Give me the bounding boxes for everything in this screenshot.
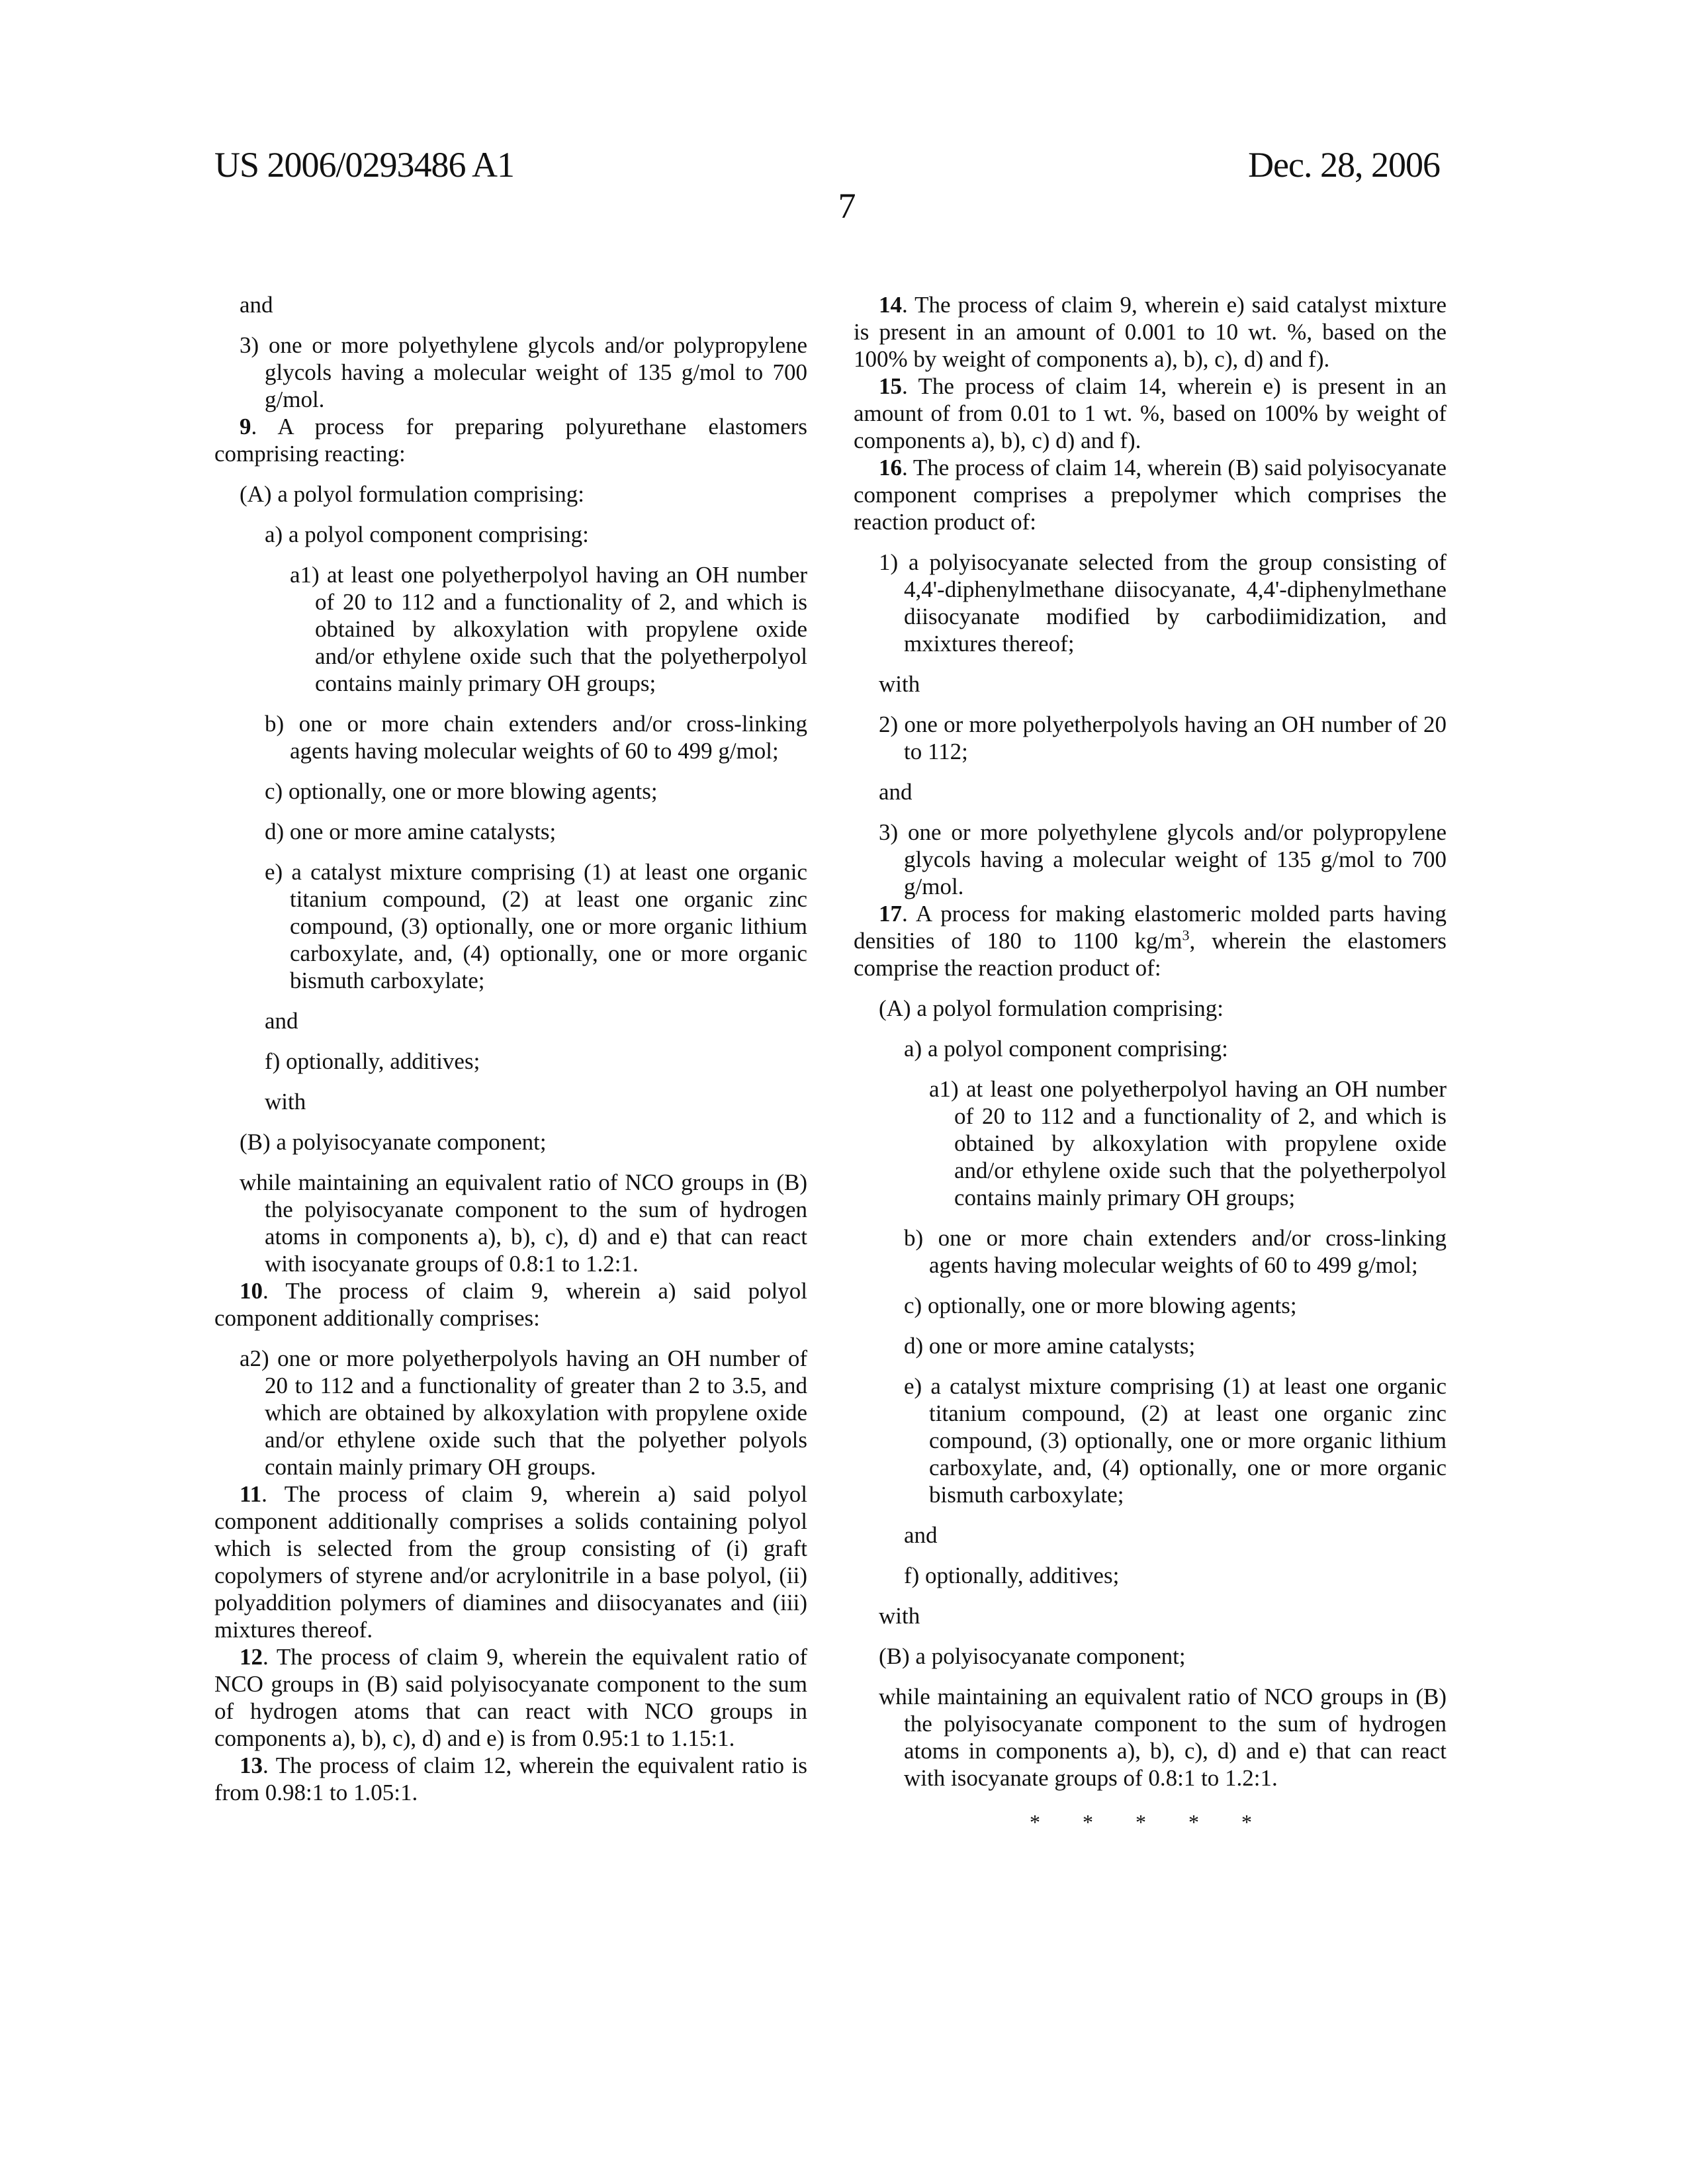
- claim-paragraph: [214, 1480, 807, 1643]
- claim-text: . The process of claim 12, wherein the equivalent ratio is from 0.98:1 to 1.05:1.: [214, 1752, 807, 1805]
- claim-number: 12: [240, 1644, 263, 1670]
- claim-item: d) one or more amine catalysts;: [214, 818, 807, 845]
- claim-text: . The process of claim 9, wherein e) said catalyst mixture is present in an amount of 0.001 to 10 wt. %, based on the 100% by weight of components a), b), c), d) and f).: [854, 292, 1447, 372]
- claim-item: 2) one or more polyetherpolyols having an OH number of 20 to 112;: [854, 711, 1447, 765]
- claim-item: b) one or more chain extenders and/or cross-linking agents having molecular weights of 60 to 499 g/mol;: [854, 1224, 1447, 1279]
- claim-text: . A process for preparing polyurethane elastomers comprising reacting:: [214, 414, 807, 467]
- claim-text: . A process for making elastomeric molded parts having densities of 180 to 1100 kg/m: [854, 901, 1447, 954]
- claim-item: f) optionally, additives;: [214, 1048, 807, 1075]
- claim-item: (A) a polyol formulation comprising:: [854, 995, 1447, 1022]
- claim-item: and: [214, 1007, 807, 1034]
- claim-item: and: [214, 291, 807, 318]
- claim-item: a1) at least one polyetherpolyol having an OH number of 20 to 112 and a functionality of 2, and which is obtained by alkoxylation with propylene oxide and/or ethylene oxide such that the polyetherpolyol contains mainly primary OH groups;: [214, 561, 807, 697]
- claim-item: f) optionally, additives;: [854, 1562, 1447, 1589]
- claim-item: a1) at least one polyetherpolyol having an OH number of 20 to 112 and a functionality of 2, and which is obtained by alkoxylation with propylene oxide and/or ethylene oxide such that the polyetherpolyol contains mainly primary OH groups;: [854, 1075, 1447, 1211]
- claim-paragraph: [214, 1277, 807, 1332]
- claim-number: 16: [879, 455, 902, 480]
- claim-item: and: [854, 778, 1447, 805]
- claim-item: while maintaining an equivalent ratio of NCO groups in (B) the polyisocyanate component to the sum of hydrogen atoms in components a), b), c), d) and e) that can react with isocyanate groups of 0.8:1 to 1.2:1.: [214, 1169, 807, 1277]
- claim-item: with: [214, 1088, 807, 1115]
- claim-item: c) optionally, one or more blowing agents;: [854, 1292, 1447, 1319]
- claim-item: (B) a polyisocyanate component;: [854, 1643, 1447, 1670]
- claim-number: 9: [240, 414, 251, 439]
- claim-text: . The process of claim 9, wherein the equivalent ratio of NCO groups in (B) said polyisocyanate component to the sum of hydrogen atoms that can react with NCO groups in components a), b), c), d) and e) is from 0.95:1 to 1.15:1.: [214, 1644, 807, 1751]
- end-of-claims-marker: * * * * *: [854, 1809, 1447, 1836]
- claim-item: while maintaining an equivalent ratio of NCO groups in (B) the polyisocyanate component to the sum of hydrogen atoms in components a), b), c), d) and e) that can react with isocyanate groups of 0.8:1 to 1.2:1.: [854, 1683, 1447, 1792]
- claim-number: 10: [240, 1278, 263, 1304]
- left-column: [214, 291, 807, 1806]
- claim-item: a2) one or more polyetherpolyols having an OH number of 20 to 112 and a functionality of greater than 2 to 3.5, and which are obtained by alkoxylation with propylene oxide and/or ethylene oxide such that the polyether polyols contain mainly primary OH groups.: [214, 1345, 807, 1480]
- claim-item: with: [854, 670, 1447, 698]
- claim-item: a) a polyol component comprising:: [854, 1035, 1447, 1062]
- publication-number: US 2006/0293486 A1: [214, 144, 514, 185]
- claim-number: 11: [240, 1481, 261, 1507]
- claim-paragraph: [854, 291, 1447, 373]
- claim-item: (B) a polyisocyanate component;: [214, 1128, 807, 1156]
- claim-paragraph: [214, 1643, 807, 1752]
- claim-item: c) optionally, one or more blowing agents;: [214, 778, 807, 805]
- claim-text: . The process of claim 14, wherein (B) said polyisocyanate component comprises a prepolymer which comprises the reaction product of:: [854, 455, 1447, 535]
- claim-item: and: [854, 1522, 1447, 1549]
- claim-item: b) one or more chain extenders and/or cross-linking agents having molecular weights of 60 to 499 g/mol;: [214, 710, 807, 764]
- claim-item: a) a polyol component comprising:: [214, 521, 807, 548]
- superscript: 3: [1182, 927, 1189, 943]
- claim-text: . The process of claim 14, wherein e) is present in an amount of from 0.01 to 1 wt. %, based on 100% by weight of components a), b), c) d) and f).: [854, 373, 1447, 453]
- claim-item: d) one or more amine catalysts;: [854, 1332, 1447, 1359]
- claim-number: 13: [240, 1752, 263, 1778]
- claim-number: 14: [879, 292, 902, 318]
- claim-number: 15: [879, 373, 902, 399]
- claim-paragraph: [854, 900, 1447, 981]
- claim-paragraph: [854, 454, 1447, 535]
- right-column: [854, 291, 1447, 1836]
- claim-item: (A) a polyol formulation comprising:: [214, 480, 807, 508]
- claim-paragraph: [214, 1752, 807, 1806]
- claim-paragraph: [214, 413, 807, 467]
- claim-item: 3) one or more polyethylene glycols and/or polypropylene glycols having a molecular weight of 135 g/mol to 700 g/mol.: [854, 819, 1447, 900]
- claim-text: . The process of claim 9, wherein a) said polyol component additionally comprises:: [214, 1278, 807, 1331]
- publication-date: Dec. 28, 2006: [1248, 144, 1440, 185]
- claim-number: 17: [879, 901, 902, 927]
- claim-item: 3) one or more polyethylene glycols and/or polypropylene glycols having a molecular weight of 135 g/mol to 700 g/mol.: [214, 332, 807, 413]
- claim-item: e) a catalyst mixture comprising (1) at least one organic titanium compound, (2) at least one organic zinc compound, (3) optionally, one or more organic lithium carboxylate, and, (4) optionally, one or more organic bismuth carboxylate;: [214, 858, 807, 994]
- claim-item: e) a catalyst mixture comprising (1) at least one organic titanium compound, (2) at least one organic zinc compound, (3) optionally, one or more organic lithium carboxylate, and, (4) optionally, one or more organic bismuth carboxylate;: [854, 1373, 1447, 1508]
- claim-text: . The process of claim 9, wherein a) said polyol component additionally comprises a solids containing polyol which is selected from the group consisting of (i) graft copolymers of styrene and/or acrylonitrile in a base polyol, (ii) polyaddition polymers of diamines and diisocyanates and (iii) mixtures thereof.: [214, 1481, 807, 1643]
- claim-item: with: [854, 1602, 1447, 1629]
- claim-item: 1) a polyisocyanate selected from the group consisting of 4,4'-diphenylmethane diisocyanate, 4,4'-diphenylmethane diisocyanate modified by carbodiimidization, and mxixtures thereof;: [854, 549, 1447, 657]
- claim-text-continued: , wherein the elastomers comprise the reaction product of:: [854, 928, 1447, 981]
- page-number: 7: [0, 185, 1694, 226]
- claim-paragraph: [854, 373, 1447, 454]
